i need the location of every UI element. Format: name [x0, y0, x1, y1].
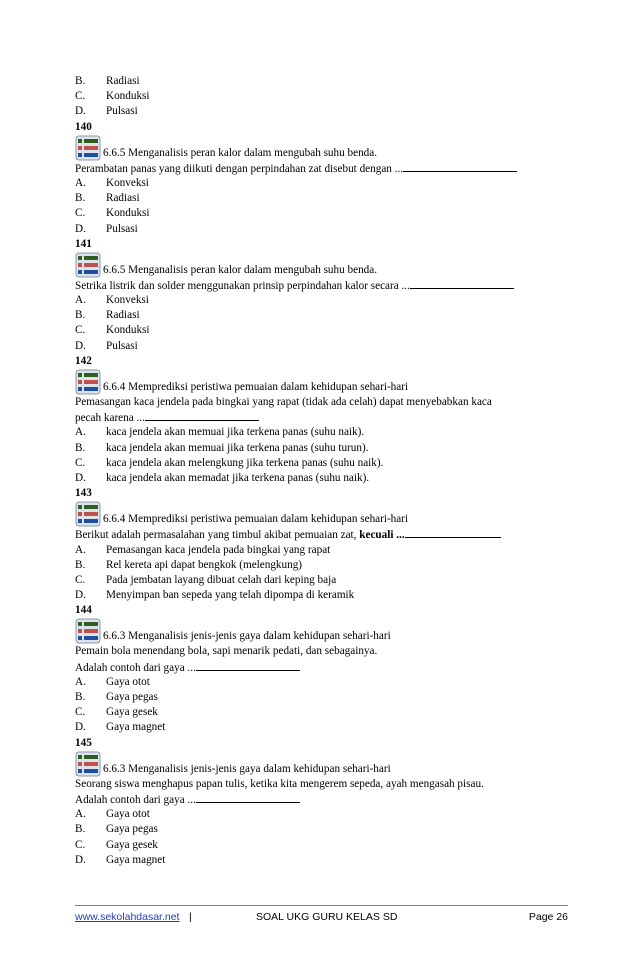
option-b: B. Gaya pegas — [75, 823, 158, 836]
indicator-text: 6.6.4 Memprediksi peristiwa pemuaian dalam kehidupan sehari-hari — [103, 513, 409, 526]
option-c: C. Konduksi — [75, 324, 150, 337]
answer-blank — [410, 278, 514, 289]
question-text: Seorang siswa menghapus papan tulis, ketika kita mengerem sepeda, ayah mengasah pisau. — [75, 777, 484, 790]
option-c: C. kaca jendela akan melengkung jika terkena panas (suhu naik). — [75, 456, 384, 469]
question-143 — [75, 486, 575, 603]
stacked-list-icon-graphic — [75, 135, 101, 161]
option-c: C. Konduksi — [75, 207, 150, 220]
question-number: 144 — [75, 604, 92, 617]
stacked-list-icon-graphic — [75, 369, 101, 395]
answer-blank — [196, 792, 300, 803]
stacked-list-icon-graphic — [75, 501, 101, 527]
option-b: B. Radiasi — [75, 309, 140, 322]
indicator-row — [75, 751, 575, 777]
answer-blank — [403, 161, 517, 172]
option-a: A. Konveksi — [75, 176, 149, 189]
question-140 — [75, 120, 575, 237]
question-number: 140 — [75, 120, 92, 133]
option-c: C. Pada jembatan layang dibuat celah dari keping baja — [75, 573, 337, 586]
option-a: A. Gaya otot — [75, 808, 150, 821]
indicator-row — [75, 252, 575, 278]
question-text: pecah karena ... — [75, 410, 575, 425]
option-d: D. kaca jendela akan memadat jika terkena panas (suhu naik). — [75, 471, 370, 484]
indicator-row — [75, 501, 575, 527]
stacked-list-icon — [75, 501, 101, 527]
question-text: Pemain bola menendang bola, sapi menarik pedati, dan sebagainya. — [75, 645, 378, 658]
indicator-row — [75, 369, 575, 395]
option-c: C. Konduksi — [75, 90, 150, 103]
answer-blank — [145, 410, 259, 421]
footer-separator: | — [189, 911, 192, 923]
option-a: A. Pemasangan kaca jendela pada bingkai yang rapat — [75, 543, 331, 556]
question-141 — [75, 237, 575, 354]
footer-website-link[interactable]: www.sekolahdasar.net — [75, 911, 180, 923]
option-d: D. Menyimpan ban sepeda yang telah dipompa di keramik — [75, 589, 355, 602]
indicator-row — [75, 135, 575, 161]
question-number: 145 — [75, 736, 92, 749]
option-b: B. Gaya pegas — [75, 691, 158, 704]
option-d: D. Pulsasi — [75, 222, 138, 235]
question-text: Berikut adalah permasalahan yang timbul akibat pemuaian zat, kecuali ... — [75, 527, 575, 542]
indicator-text: 6.6.3 Menganalisis jenis-jenis gaya dalam kehidupan sehari-hari — [103, 762, 391, 775]
question-144 — [75, 603, 575, 735]
question-number: 141 — [75, 237, 92, 250]
indicator-row — [75, 618, 575, 644]
footer-divider — [75, 905, 568, 906]
option-a: A. Gaya otot — [75, 675, 150, 688]
option-d: D. Gaya magnet — [75, 853, 166, 866]
option-b: B. Radiasi — [75, 75, 140, 87]
question-list — [75, 74, 575, 868]
question-145 — [75, 736, 575, 868]
page-number: Page 26 — [528, 911, 568, 923]
stacked-list-icon — [75, 369, 101, 395]
stacked-list-icon — [75, 751, 101, 777]
question-number: 142 — [75, 354, 92, 367]
stacked-list-icon — [75, 135, 101, 161]
footer-title: SOAL UKG GURU KELAS SD — [256, 911, 398, 923]
question-text: Adalah contoh dari gaya ... — [75, 792, 575, 807]
answer-blank — [196, 660, 300, 671]
answer-blank — [405, 527, 501, 538]
option-a: A. Konveksi — [75, 294, 149, 307]
option-d: D. Pulsasi — [75, 339, 138, 352]
stacked-list-icon-graphic — [75, 618, 101, 644]
indicator-text: 6.6.5 Menganalisis peran kalor dalam mengubah suhu benda. — [103, 263, 378, 276]
stacked-list-icon — [75, 252, 101, 278]
question-142 — [75, 354, 575, 486]
option-b: B. Rel kereta api dapat bengkok (melengkung) — [75, 558, 303, 571]
question-text: Perambatan panas yang diikuti dengan perpindahan zat disebut dengan ... — [75, 161, 575, 176]
option-a: A. kaca jendela akan memuai jika terkena panas (suhu naik). — [75, 426, 365, 439]
option-c: C. Gaya gesek — [75, 838, 158, 851]
question-number: 143 — [75, 487, 92, 500]
question-text: Pemasangan kaca jendela pada bingkai yang rapat (tidak ada celah) dapat menyebabkan kaca — [75, 396, 492, 408]
indicator-text: 6.6.5 Menganalisis peran kalor dalam mengubah suhu benda. — [103, 146, 378, 159]
indicator-text: 6.6.3 Menganalisis jenis-jenis gaya dalam kehidupan sehari-hari — [103, 630, 391, 643]
option-c: C. Gaya gesek — [75, 706, 158, 719]
stacked-list-icon-graphic — [75, 252, 101, 278]
indicator-text: 6.6.4 Memprediksi peristiwa pemuaian dalam kehidupan sehari-hari — [103, 380, 409, 393]
stacked-list-icon-graphic — [75, 751, 101, 777]
option-b: B. Radiasi — [75, 192, 140, 205]
question-text: Setrika listrik dan solder menggunakan prinsip perpindahan kalor secara ... — [75, 278, 575, 293]
option-b: B. kaca jendela akan memuai jika terkena panas (suhu turun). — [75, 441, 369, 454]
stacked-list-icon — [75, 618, 101, 644]
question-text: Adalah contoh dari gaya ... — [75, 660, 575, 675]
option-d: D. Gaya magnet — [75, 721, 166, 734]
option-d: D. Pulsasi — [75, 105, 138, 118]
emphasis-text: kecuali ... — [359, 529, 405, 542]
